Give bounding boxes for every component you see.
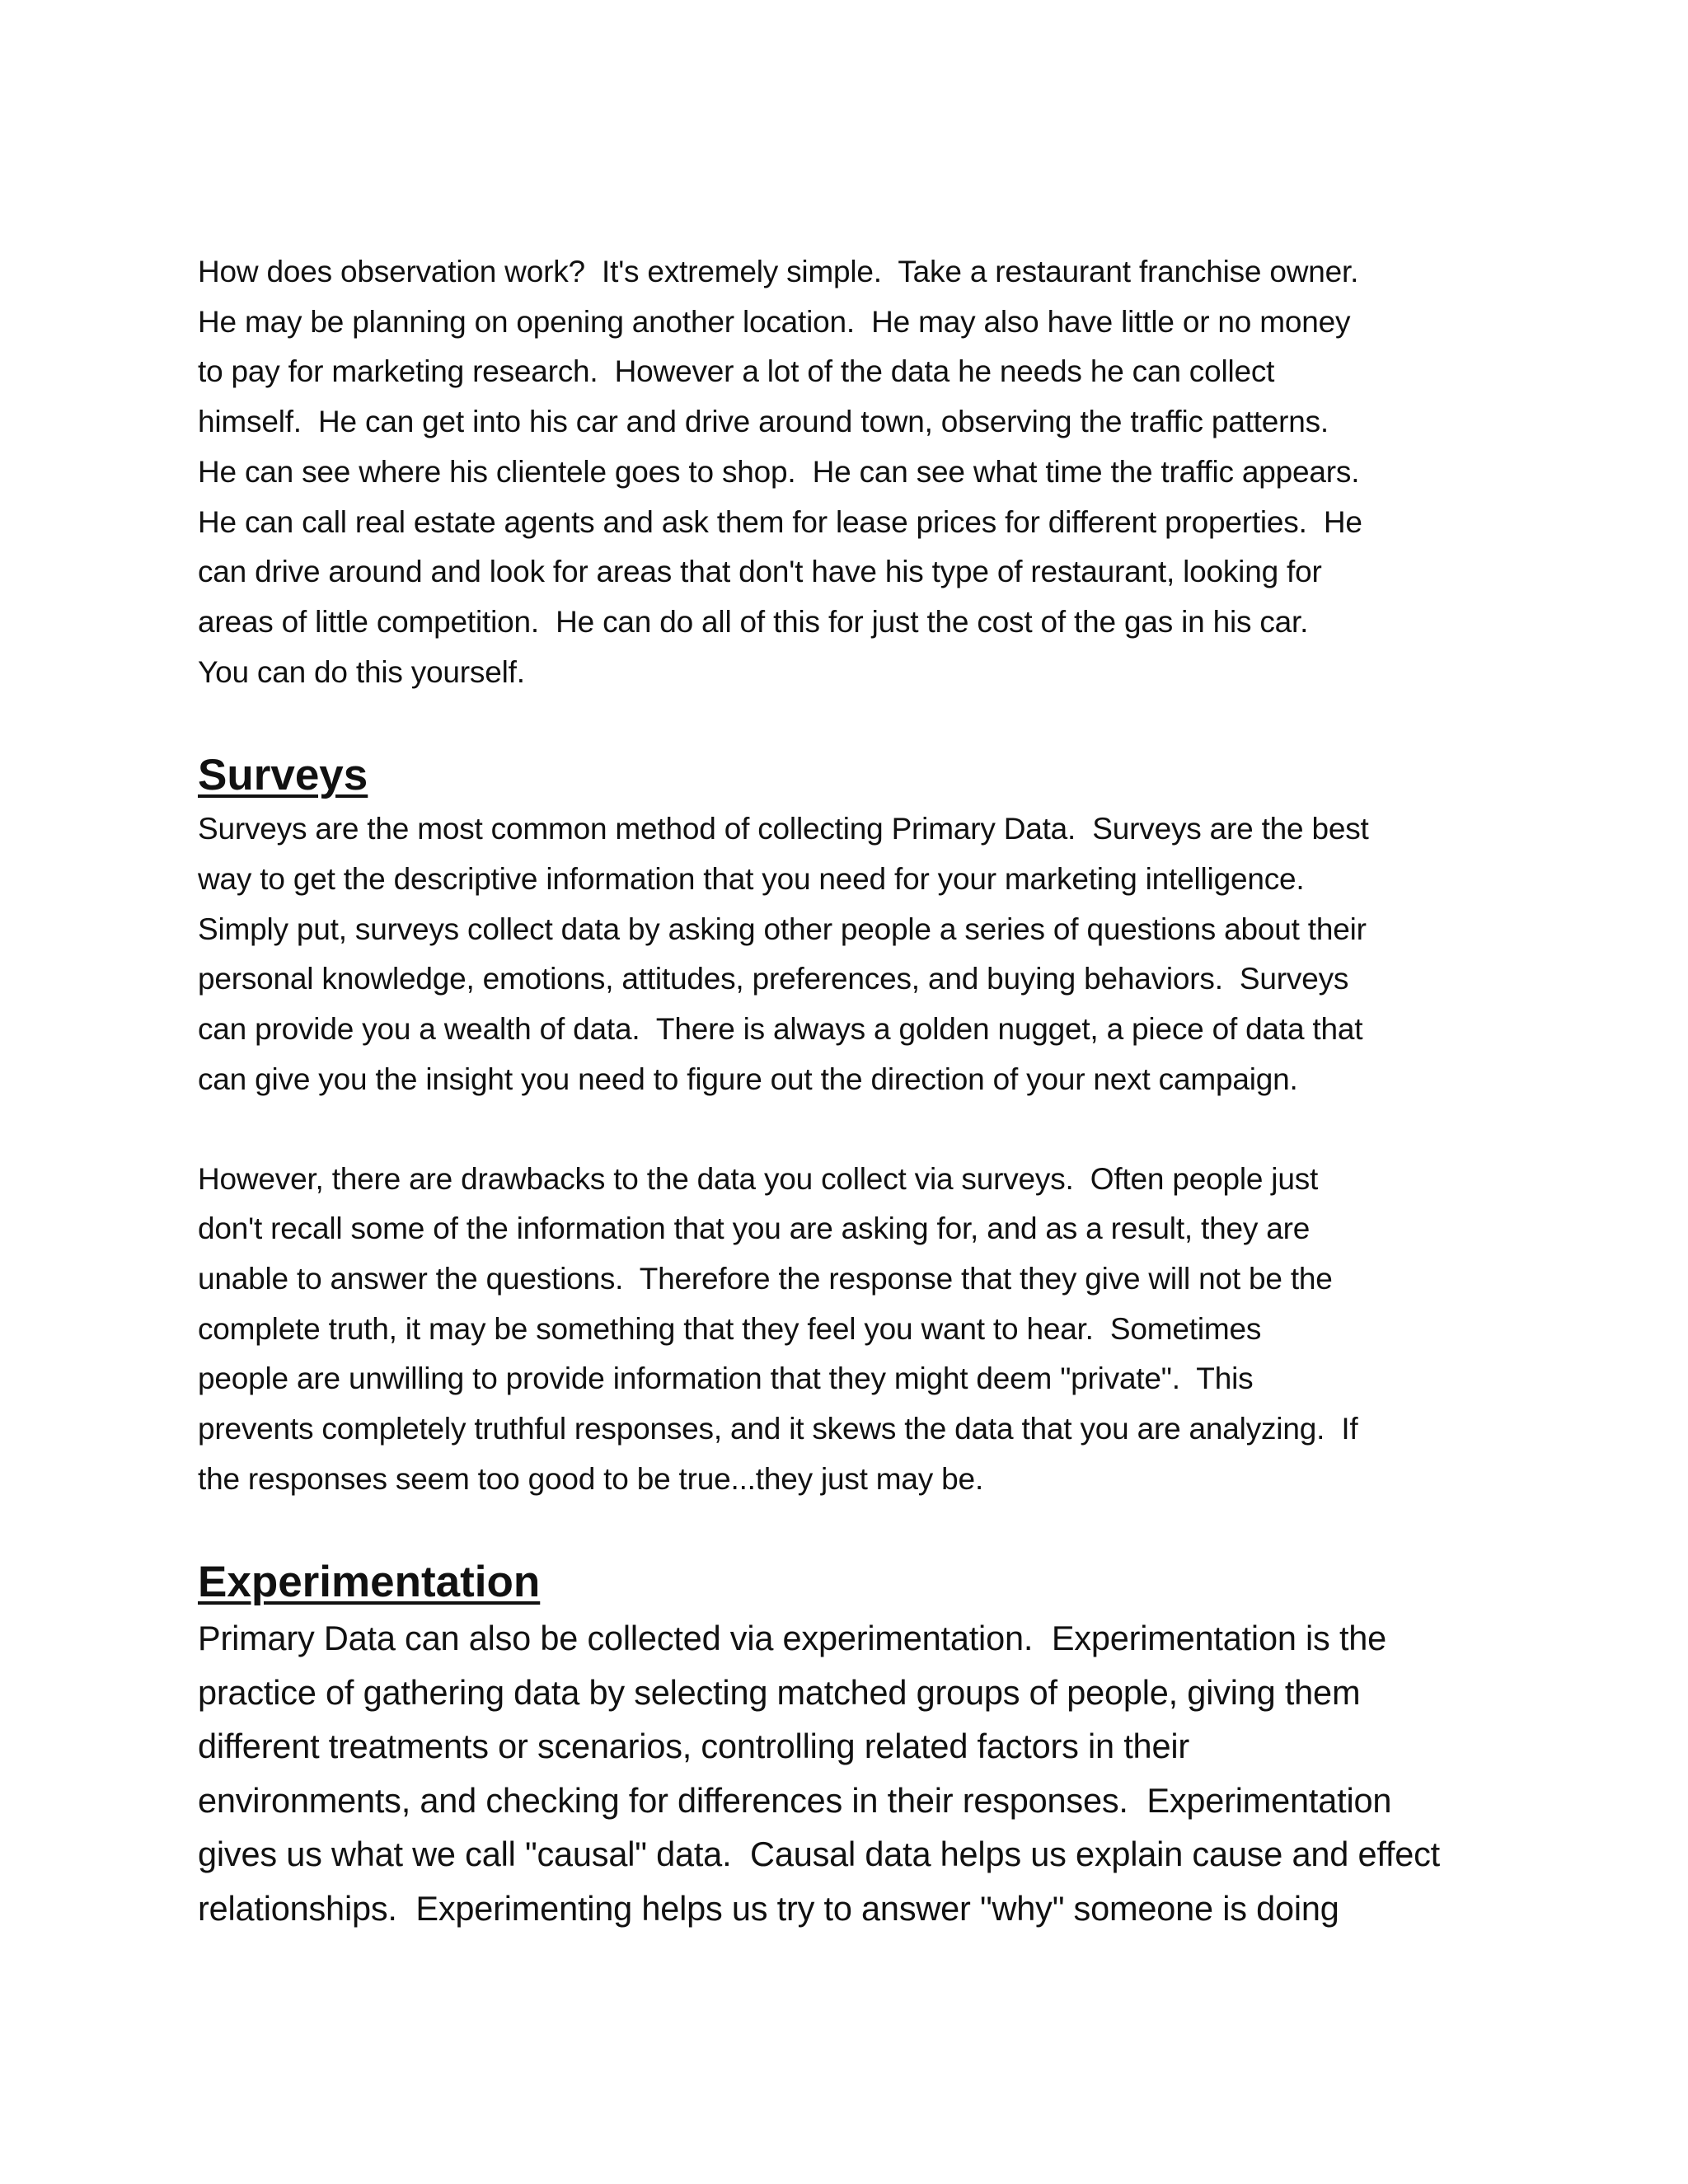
experimentation-paragraph: [198, 1611, 1492, 1935]
surveys-paragraph-1: [198, 804, 1492, 1104]
paragraph-line: He can see where his clientele goes to shop. He can see what time the traffic appears.: [198, 454, 1360, 489]
intro-paragraph: [198, 247, 1492, 697]
section-spacer: [198, 697, 1492, 747]
paragraph-line: personal knowledge, emotions, attitudes, preferences, and buying behaviors. Surveys: [198, 962, 1349, 996]
paragraph-line: areas of little competition. He can do all of this for just the cost of the gas in his car.: [198, 604, 1309, 639]
paragraph-line: different treatments or scenarios, controlling related factors in their: [198, 1727, 1189, 1766]
paragraph-spacer: [198, 1105, 1492, 1155]
paragraph-line: You can do this yourself.: [198, 654, 525, 689]
paragraph-line: complete truth, it may be something that they feel you want to hear. Sometimes: [198, 1311, 1262, 1346]
surveys-heading: Surveys: [198, 751, 368, 800]
paragraph-line: can give you the insight you need to figure out the direction of your next campaign.: [198, 1062, 1298, 1096]
paragraph-line: environments, and checking for differences in their responses. Experimentation: [198, 1780, 1392, 1820]
paragraph-line: prevents completely truthful responses, and it skews the data that you are analyzing. If: [198, 1412, 1358, 1446]
paragraph-line: can drive around and look for areas that don't have his type of restaurant, looking for: [198, 555, 1322, 589]
paragraph-line: However, there are drawbacks to the data you collect via surveys. Often people just: [198, 1161, 1319, 1196]
paragraph-line: way to get the descriptive information that you need for your marketing intelligence.: [198, 862, 1305, 897]
paragraph-line: the responses seem too good to be true...they just may be.: [198, 1461, 984, 1496]
surveys-paragraph-2: [198, 1155, 1492, 1505]
paragraph-line: He can call real estate agents and ask them for lease prices for different properties. He: [198, 504, 1362, 539]
section-spacer: [198, 1504, 1492, 1554]
paragraph-line: How does observation work? It's extremely simple. Take a restaurant franchise owner.: [198, 255, 1359, 288]
paragraph-line: Primary Data can also be collected via experimentation. Experimentation is the: [198, 1619, 1387, 1658]
paragraph-line: to pay for marketing research. However a lot of the data he needs he can collect: [198, 354, 1275, 389]
paragraph-line: practice of gathering data by selecting matched groups of people, giving them: [198, 1672, 1361, 1712]
paragraph-line: unable to answer the questions. Therefore the response that they give will not be the: [198, 1261, 1333, 1296]
paragraph-line: Simply put, surveys collect data by asking other people a series of questions about their: [198, 912, 1367, 946]
paragraph-line: gives us what we call "causal" data. Causal data helps us explain cause and effect: [198, 1835, 1441, 1874]
paragraph-line: He may be planning on opening another location. He may also have little or no money: [198, 304, 1351, 339]
paragraph-line: don't recall some of the information that you are asking for, and as a result, they are: [198, 1212, 1311, 1246]
experimentation-heading: Experimentation: [198, 1558, 541, 1607]
paragraph-line: Surveys are the most common method of collecting Primary Data. Surveys are the best: [198, 812, 1369, 846]
paragraph-line: people are unwilling to provide information that they might deem "private". This: [198, 1361, 1254, 1396]
document-page: [198, 247, 1492, 1935]
paragraph-line: relationships. Experimenting helps us try to answer "why" someone is doing: [198, 1888, 1339, 1928]
paragraph-line: himself. He can get into his car and drive around town, observing the traffic patterns.: [198, 405, 1329, 439]
paragraph-line: can provide you a wealth of data. There is always a golden nugget, a piece of data that: [198, 1012, 1363, 1047]
